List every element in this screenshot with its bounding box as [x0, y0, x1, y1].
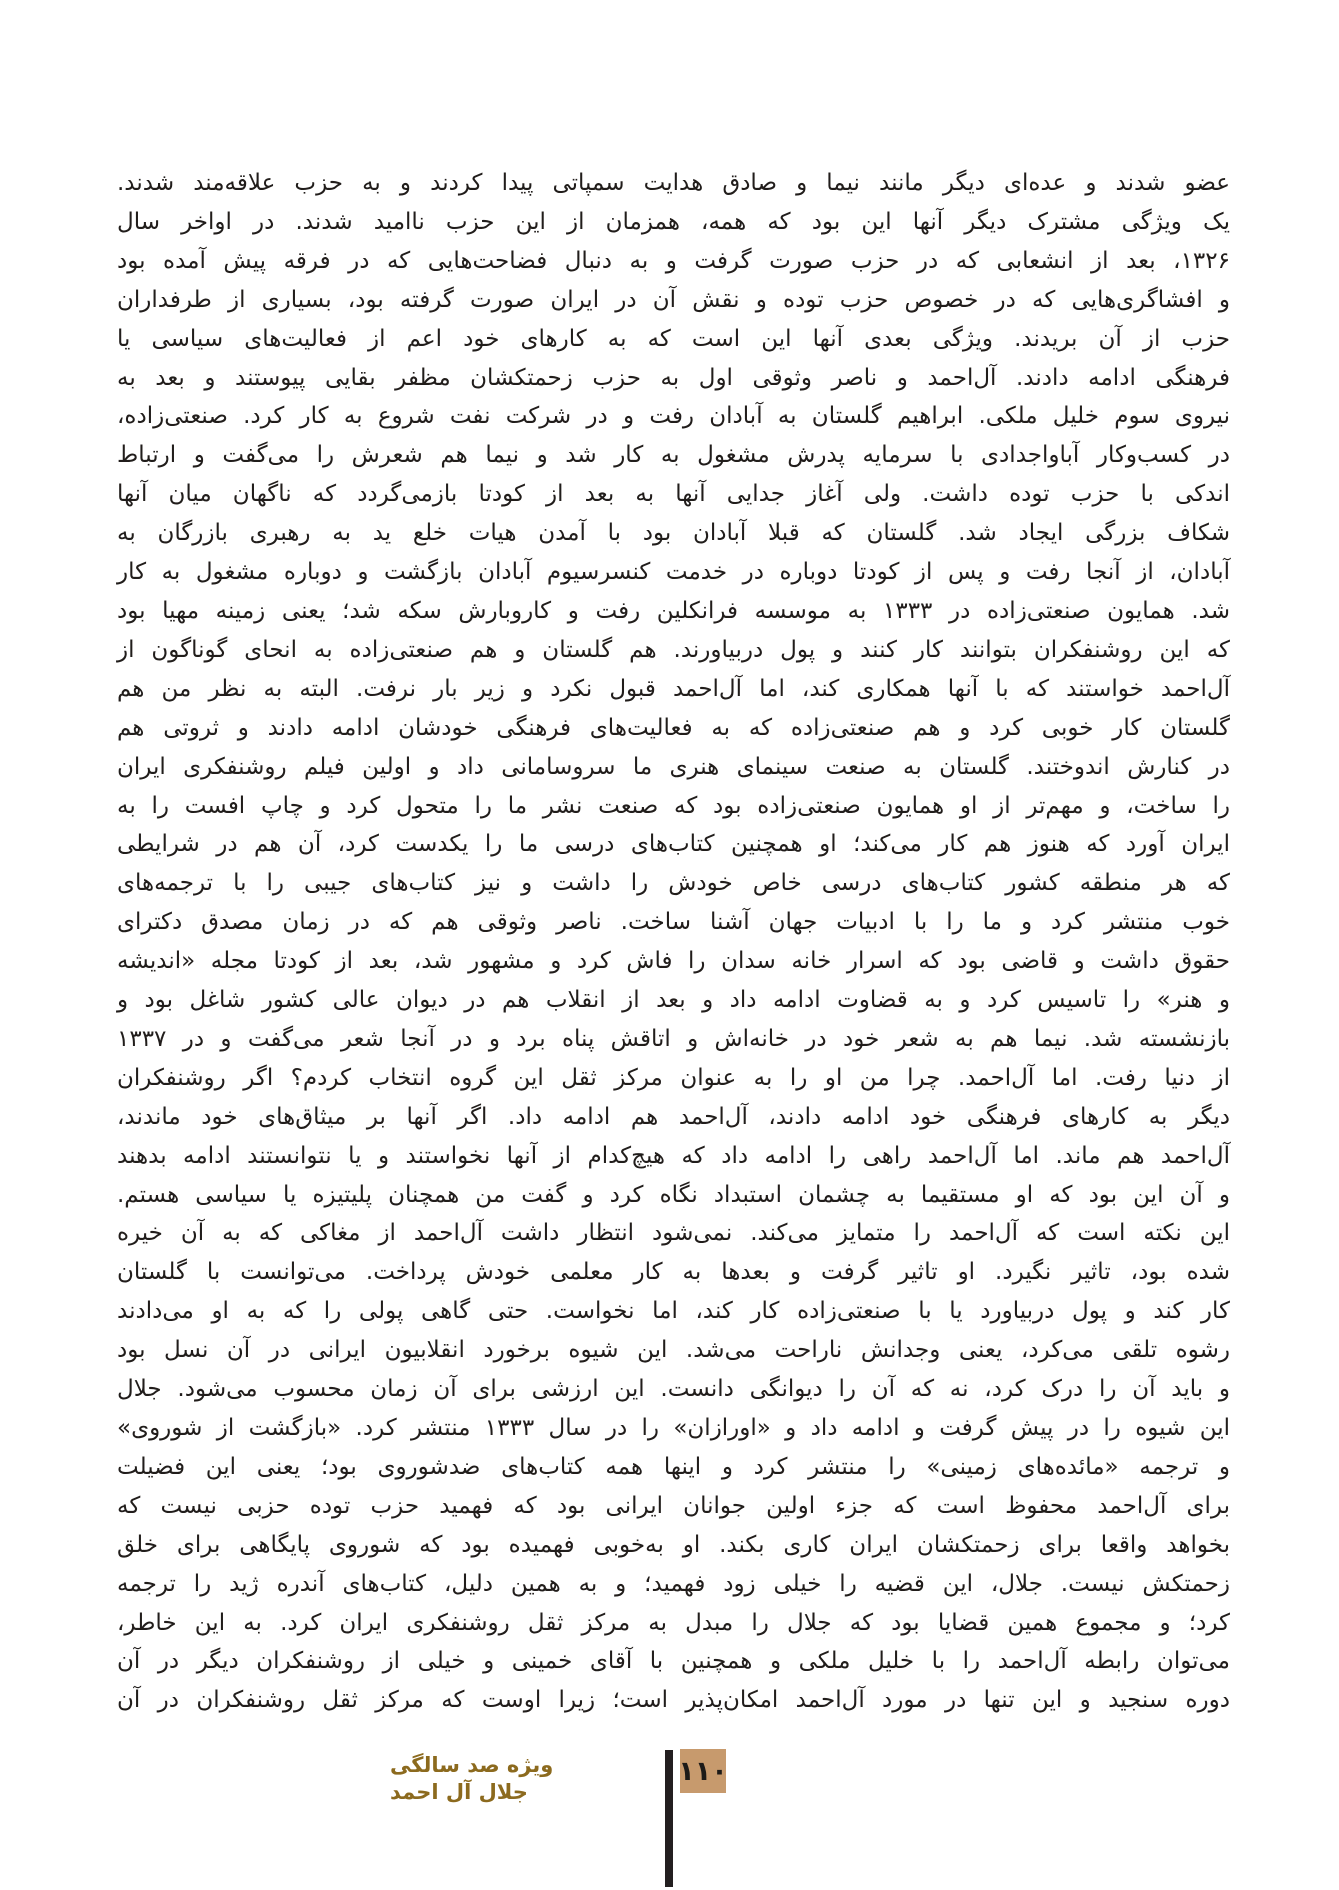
- text-line: حزب از آن بریدند. ویژگی بعدی آنها این است که به کارهای خود اعم از فعالیت‌های سیاسی یا: [117, 325, 1230, 352]
- text-line: یک ویژگی مشترک دیگر آنها این بود که همه، همزمان از این حزب ناامید شدند. در اواخر سال: [117, 208, 1230, 235]
- page-number-badge: [680, 1749, 726, 1793]
- text-line: و افشاگری‌هایی که در خصوص حزب توده و نقش آن در ایران صورت گرفته بود، بسیاری از طرفداران: [117, 286, 1230, 313]
- text-line: آبادان، از آنجا رفت و پس از کودتا دوباره در خدمت کنسرسیوم آبادان بازگشت و دوباره مشغول به کار: [117, 559, 1230, 586]
- text-line: ۱۳۲۶، بعد از انشعابی که در حزب صورت گرفت و به دنبال فضاحت‌هایی که در فرقه پیش آمده بود: [117, 247, 1230, 274]
- text-line: آل‌احمد هم ماند. اما آل‌احمد راهی را ادامه داد که هیچ‌کدام از آنها نخواستند و یا نتوانستند ادامه بدهند: [117, 1142, 1230, 1169]
- text-line: در کسب‌وکار آباواجدادی با سرمایه پدرش مشغول به کار شد و نیما هم شعرش را می‌گفت و ارتباط: [117, 442, 1230, 469]
- text-line: و آن این بود که او مستقیما به چشمان استبداد نگاه کرد و گفت من همچنان پلیتیزه یا سیاسی هستم.: [117, 1181, 1230, 1208]
- text-line: و باید آن را درک کرد، نه که آن را دیوانگی دانست. این ارزشی برای آن زمان محسوب می‌شود. جلال: [117, 1376, 1230, 1403]
- text-line: در کنارش اندوختند. گلستان به صنعت سینمای هنری ما سروسامانی داد و اولین فیلم روشنفکری ایران: [117, 753, 1230, 780]
- footer-section-label: [390, 1752, 660, 1806]
- text-line: دوره سنجید و این تنها در مورد آل‌احمد امکان‌پذیر است؛ زیرا اوست که مرکز ثقل روشنفکران در آن: [117, 1687, 1230, 1714]
- article-body: [117, 164, 1230, 1720]
- text-line: اندکی با حزب توده داشت. ولی آغاز جدایی آنها به بعد از کودتا بازمی‌گردد که ناگهان میان آنها: [117, 481, 1230, 508]
- text-line: از دنیا رفت. اما آل‌احمد. چرا من او را به عنوان مرکز ثقل این گروه انتخاب کردم؟ اگر روشنفکران: [117, 1064, 1230, 1091]
- text-line: فرهنگی ادامه دادند. آل‌احمد و ناصر وثوقی اول به حزب زحمتکشان مظفر بقایی پیوستند و بعد به: [117, 364, 1230, 391]
- text-line: را ساخت، و مهم‌تر از او همایون صنعتی‌زاده بود که صنعت نشر ما را متحول کرد و چاپ افست را به: [117, 792, 1230, 819]
- text-line: دیگر به کارهای فرهنگی خود ادامه دادند، آل‌احمد هم ادامه داد. اگر آنها بر میثاق‌های خود ماندند،: [117, 1103, 1230, 1130]
- text-line: حقوق داشت و قاضی بود که اسرار خانه سدان را فاش کرد و مشهور شد، بعد از کودتا مجله «اندیشه: [117, 948, 1230, 975]
- text-line: زحمتکش نیست. جلال، این قضیه را خیلی زود فهمید؛ و به همین دلیل، کتاب‌های آندره ژید را ترجمه: [117, 1570, 1230, 1597]
- text-line: گلستان کار خوبی کرد و هم صنعتی‌زاده که به فعالیت‌های فرهنگی خودشان ادامه دادند و ثروتی هم: [117, 714, 1230, 741]
- text-line: و ترجمه «مائده‌های زمینی» را منتشر کرد و اینها همه کتاب‌های ضدشوروی بود؛ یعنی این فضیلت: [117, 1453, 1230, 1480]
- text-line: عضو شدند و عده‌ای دیگر مانند نیما و صادق هدایت سمپاتی پیدا کردند و به حزب علاقه‌مند شدند.: [117, 170, 1230, 196]
- text-line: کار کند و پول دربیاورد یا با صنعتی‌زاده کار کند، اما نخواست. حتی گاهی پولی را که به او می‌دادند: [117, 1298, 1230, 1325]
- text-line: می‌توان رابطه آل‌احمد را با خلیل ملکی و همچنین با آقای خمینی و خیلی از روشنفکران دیگر در آن: [117, 1648, 1230, 1675]
- text-line: شد. همایون صنعتی‌زاده در ۱۳۳۳ به موسسه فرانکلین رفت و کاروبارش سکه شد؛ یعنی زمینه مهیا بود: [117, 597, 1230, 624]
- text-line: بازنشسته شد. نیما هم به شعر خود در خانه‌اش و اتاقش پناه برد و در آنجا شعر می‌گفت و در ۱۳۳۷: [117, 1025, 1230, 1052]
- text-line: آل‌احمد خواستند که با آنها همکاری کند، اما آل‌احمد قبول نکرد و زیر بار نرفت. البته به نظر من هم: [117, 675, 1230, 702]
- text-line: کرد؛ و مجموع همین قضایا بود که جلال را مبدل به مرکز ثقل روشنفکری ایران کرد. به این خاطر،: [117, 1609, 1230, 1636]
- footer-section-label-line2: جلال آل احمد: [390, 1780, 528, 1804]
- text-line: برای آل‌احمد محفوظ است که جزء اولین جوانان ایرانی بود که فهمید حزب توده حزبی نیست که: [117, 1492, 1230, 1519]
- text-line: خوب منتشر کرد و ما را با ادبیات جهان آشنا ساخت. ناصر وثوقی هم که در زمان مصدق دکترای: [117, 909, 1230, 936]
- text-line: این نکته است که آل‌احمد را متمایز می‌کند. نمی‌شود انتظار داشت آل‌احمد از مغاکی که به آن خیره: [117, 1220, 1230, 1247]
- text-line: رشوه تلقی می‌کرد، یعنی وجدانش ناراحت می‌شد. این شیوه برخورد انقلابیون ایرانی در آن نسل بود: [117, 1337, 1230, 1364]
- text-line: این شیوه را در پیش گرفت و ادامه داد و «اورازان» را در سال ۱۳۳۳ منتشر کرد. «بازگشت از شوروی»: [117, 1415, 1230, 1441]
- text-line: بخواهد واقعا برای زحمتکشان ایران کاری بکند. او به‌خوبی فهمیده بود که شوروی پایگاهی برای خلق: [117, 1531, 1230, 1558]
- page-number: ۱۱۰: [678, 1755, 728, 1787]
- text-line: نیروی سوم خلیل ملکی. ابراهیم گلستان به آبادان رفت و در شرکت نفت شروع به کار کرد. صنعتی‌زاده،: [117, 403, 1230, 430]
- text-line: و هنر» را تاسیس کرد و به قضاوت ادامه داد و بعد از انقلاب هم در دیوان عالی کشور شاغل بود و: [117, 987, 1230, 1014]
- text-line: شکاف بزرگی ایجاد شد. گلستان که قبلا آبادان بود با آمدن هیات خلع ید به رهبری بازرگان به: [117, 520, 1230, 547]
- text-line: که این روشنفکران بتوانند کار کنند و پول دربیاورند. هم گلستان و هم صنعتی‌زاده به انحای گوناگون از: [117, 636, 1230, 663]
- text-line: شده بود، تاثیر نگیرد. او تاثیر گرفت و بعدها به کار معلمی خودش پرداخت. می‌توانست با گلستان: [117, 1259, 1230, 1286]
- footer-divider-bar: [665, 1750, 673, 1887]
- footer-section-label-line1: ویژه صد سالگی: [390, 1753, 554, 1777]
- text-line: که هر منطقه کشور کتاب‌های درسی خاص خودش را داشت و نیز کتاب‌های جیبی را با ترجمه‌های: [117, 870, 1230, 897]
- text-line: ایران آورد که هنوز هم کار می‌کند؛ او همچنین کتاب‌های درسی ما را یکدست کرد، آن هم در شرایطی: [117, 831, 1230, 858]
